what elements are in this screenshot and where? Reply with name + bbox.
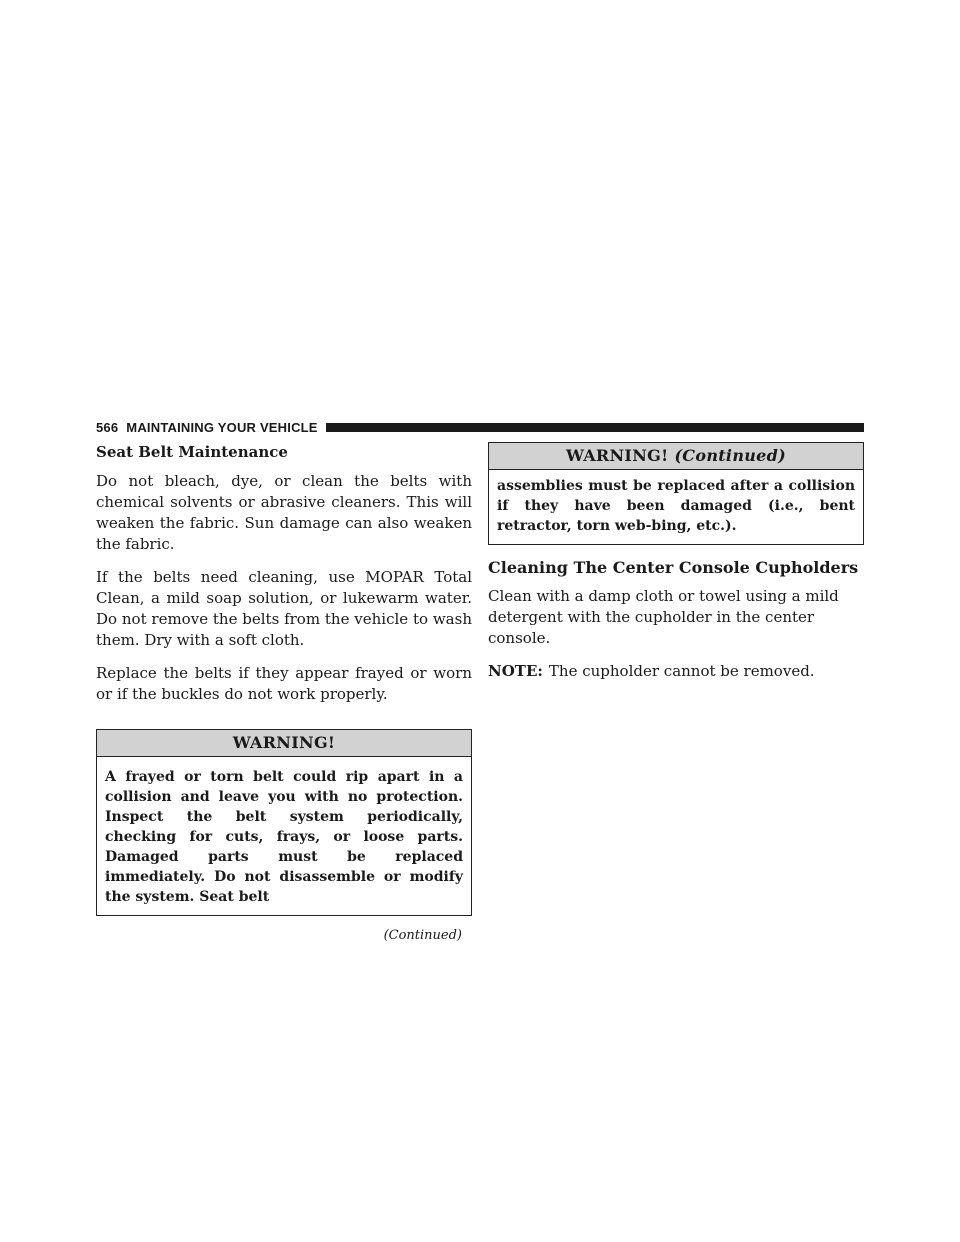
- right-column: [488, 442, 864, 694]
- warning-box: [96, 729, 472, 916]
- warning-continued-body: assemblies must be replaced after a collision if they have been damaged (i.e., bent retractor, torn web-bing, etc.).: [497, 478, 855, 534]
- warning-continued-box: [488, 442, 864, 545]
- cupholder-heading: Cleaning The Center Console Cupholders: [488, 558, 859, 577]
- warning-title-suffix: (Continued): [674, 446, 787, 465]
- paragraph-cleaning: If the belts need cleaning, use MOPAR Total Clean, a mild soap solution, or lukewarm water. Do not remove the belts from the vehicle to wash them. Dry with a soft cloth.: [96, 568, 472, 649]
- page-number: 566: [96, 419, 119, 435]
- warning-title: WARNING!: [97, 730, 471, 757]
- note-label: NOTE:: [488, 662, 543, 680]
- left-column: [96, 442, 472, 943]
- warning-title-text: WARNING!: [565, 446, 669, 465]
- warning-body: A frayed or torn belt could rip apart in a collision and leave you with no protection. Inspect the belt system periodically, checking for cuts, frays, or loose parts. Damaged parts must be replaced immediately. Do not disassemble or modify the system. Seat belt: [105, 769, 463, 905]
- note-text: The cupholder cannot be removed.: [548, 662, 815, 680]
- paragraph-replace: Replace the belts if they appear frayed or worn or if the buckles do not work properly.: [96, 664, 472, 703]
- note: [488, 661, 864, 682]
- header-rule: [326, 423, 864, 432]
- paragraph-cupholder: Clean with a damp cloth or towel using a mild detergent with the cupholder in the center console.: [488, 587, 839, 647]
- continued-label: (Continued): [383, 928, 462, 943]
- section-title: MAINTAINING YOUR VEHICLE: [126, 419, 318, 435]
- seat-belt-heading: Seat Belt Maintenance: [96, 443, 288, 461]
- paragraph-bleach: Do not bleach, dye, or clean the belts with chemical solvents or abrasive cleaners. This will weaken the fabric. Sun damage can also weaken the fabric.: [96, 472, 472, 553]
- page-header: [96, 418, 864, 436]
- warning-continued-title: [489, 443, 863, 470]
